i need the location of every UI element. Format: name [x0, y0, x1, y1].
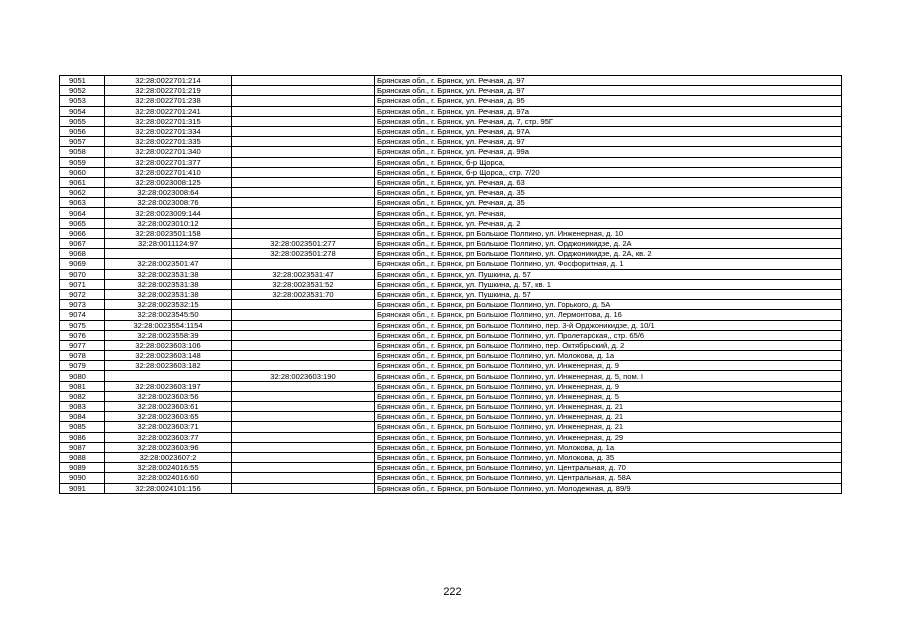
- table-row: [60, 279, 842, 289]
- related-cadastral-number-cell: [232, 340, 375, 350]
- address-cell: Брянская обл., г. Брянск, ул. Речная, д. 97: [375, 137, 842, 147]
- table-row: [60, 249, 842, 259]
- related-cadastral-number-cell: [232, 116, 375, 126]
- row-number-cell: 9076: [60, 330, 105, 340]
- table-row: [60, 432, 842, 442]
- related-cadastral-number-cell: 32:28:0023501:278: [232, 249, 375, 259]
- address-cell: Брянская обл., г. Брянск, ул. Речная, д. 97а: [375, 106, 842, 116]
- related-cadastral-number-cell: [232, 463, 375, 473]
- row-number-cell: 9062: [60, 188, 105, 198]
- related-cadastral-number-cell: [232, 391, 375, 401]
- related-cadastral-number-cell: [232, 381, 375, 391]
- row-number-cell: 9078: [60, 351, 105, 361]
- related-cadastral-number-cell: [232, 310, 375, 320]
- cadastral-number-cell: 32:28:0023603:106: [105, 340, 232, 350]
- address-cell: Брянская обл., г. Брянск, рп Большое Полпино, ул. Инженерная, д. 29: [375, 432, 842, 442]
- table-row: [60, 402, 842, 412]
- table-row: [60, 391, 842, 401]
- cadastral-number-cell: 32:28:0023603:61: [105, 402, 232, 412]
- address-cell: Брянская обл., г. Брянск, ул. Речная, д. 97А: [375, 126, 842, 136]
- related-cadastral-number-cell: [232, 483, 375, 493]
- cadastral-number-cell: 32:28:0023545:50: [105, 310, 232, 320]
- related-cadastral-number-cell: [232, 126, 375, 136]
- row-number-cell: 9088: [60, 452, 105, 462]
- row-number-cell: 9081: [60, 381, 105, 391]
- table-row: [60, 147, 842, 157]
- cadastral-number-cell: [105, 249, 232, 259]
- address-cell: Брянская обл., г. Брянск, ул. Пушкина, д. 57, кв. 1: [375, 279, 842, 289]
- row-number-cell: 9061: [60, 177, 105, 187]
- address-cell: Брянская обл., г. Брянск, б-р Щорса,: [375, 157, 842, 167]
- table-row: [60, 473, 842, 483]
- address-cell: Брянская обл., г. Брянск, ул. Речная, д. 2: [375, 218, 842, 228]
- cadastral-number-cell: 32:28:0023501:158: [105, 228, 232, 238]
- address-cell: Брянская обл., г. Брянск, ул. Речная, д. 97: [375, 86, 842, 96]
- row-number-cell: 9079: [60, 361, 105, 371]
- address-cell: Брянская обл., г. Брянск, ул. Речная, д. 7, стр. 95Г: [375, 116, 842, 126]
- related-cadastral-number-cell: [232, 432, 375, 442]
- related-cadastral-number-cell: [232, 228, 375, 238]
- cadastral-number-cell: 32:28:0023008:125: [105, 177, 232, 187]
- row-number-cell: 9063: [60, 198, 105, 208]
- related-cadastral-number-cell: 32:28:0023501:277: [232, 239, 375, 249]
- row-number-cell: 9066: [60, 228, 105, 238]
- cadastral-number-cell: 32:28:0022701:377: [105, 157, 232, 167]
- address-cell: Брянская обл., г. Брянск, ул. Пушкина, д. 57: [375, 289, 842, 299]
- related-cadastral-number-cell: [232, 76, 375, 86]
- table-row: [60, 76, 842, 86]
- cadastral-number-cell: 32:28:0022701:214: [105, 76, 232, 86]
- row-number-cell: 9065: [60, 218, 105, 228]
- related-cadastral-number-cell: [232, 188, 375, 198]
- cadastral-number-cell: 32:28:0023554:1154: [105, 320, 232, 330]
- table-row: [60, 300, 842, 310]
- row-number-cell: 9089: [60, 463, 105, 473]
- address-cell: Брянская обл., г. Брянск, ул. Речная, д. 35: [375, 188, 842, 198]
- address-cell: Брянская обл., г. Брянск, рп Большое Полпино, ул. Инженерная, д. 9: [375, 381, 842, 391]
- address-cell: Брянская обл., г. Брянск, рп Большое Полпино, ул. Пролетарская,, стр. 65/6: [375, 330, 842, 340]
- cadastral-number-cell: 32:28:0022701:410: [105, 167, 232, 177]
- cadastral-number-cell: 32:28:0023532:15: [105, 300, 232, 310]
- table-row: [60, 157, 842, 167]
- table-row: [60, 381, 842, 391]
- cadastral-number-cell: 32:28:0023010:12: [105, 218, 232, 228]
- records-table-body: [60, 76, 842, 494]
- row-number-cell: 9077: [60, 340, 105, 350]
- related-cadastral-number-cell: [232, 177, 375, 187]
- row-number-cell: 9075: [60, 320, 105, 330]
- address-cell: Брянская обл., г. Брянск, рп Большое Полпино, ул. Молокова, д. 1а: [375, 351, 842, 361]
- row-number-cell: 9056: [60, 126, 105, 136]
- related-cadastral-number-cell: [232, 147, 375, 157]
- row-number-cell: 9053: [60, 96, 105, 106]
- address-cell: Брянская обл., г. Брянск, рп Большое Полпино, ул. Инженерная, д. 21: [375, 402, 842, 412]
- cadastral-number-cell: 32:28:0023501:47: [105, 259, 232, 269]
- address-cell: Брянская обл., г. Брянск, ул. Речная, д. 63: [375, 177, 842, 187]
- cadastral-number-cell: 32:28:0023603:56: [105, 391, 232, 401]
- page-number: 222: [443, 586, 462, 598]
- related-cadastral-number-cell: [232, 259, 375, 269]
- address-cell: Брянская обл., г. Брянск, рп Большое Полпино, ул. Инженерная, д. 21: [375, 412, 842, 422]
- cadastral-number-cell: 32:28:0023603:71: [105, 422, 232, 432]
- row-number-cell: 9071: [60, 279, 105, 289]
- cadastral-number-cell: 32:28:0024101:156: [105, 483, 232, 493]
- cadastral-number-cell: 32:28:0023558:39: [105, 330, 232, 340]
- related-cadastral-number-cell: [232, 137, 375, 147]
- table-row: [60, 483, 842, 493]
- table-row: [60, 422, 842, 432]
- related-cadastral-number-cell: [232, 422, 375, 432]
- table-row: [60, 351, 842, 361]
- related-cadastral-number-cell: [232, 96, 375, 106]
- cadastral-number-cell: 32:28:0023603:182: [105, 361, 232, 371]
- table-row: [60, 198, 842, 208]
- related-cadastral-number-cell: [232, 442, 375, 452]
- table-row: [60, 167, 842, 177]
- row-number-cell: 9082: [60, 391, 105, 401]
- table-row: [60, 218, 842, 228]
- address-cell: Брянская обл., г. Брянск, рп Большое Полпино, ул. Горького, д. 5А: [375, 300, 842, 310]
- address-cell: Брянская обл., г. Брянск, рп Большое Полпино, пер. Октябрьский, д. 2: [375, 340, 842, 350]
- cadastral-number-cell: 32:28:0022701:340: [105, 147, 232, 157]
- cadastral-number-cell: 32:28:0022701:238: [105, 96, 232, 106]
- address-cell: Брянская обл., г. Брянск, ул. Речная, д. 95: [375, 96, 842, 106]
- address-cell: Брянская обл., г. Брянск, рп Большое Полпино, ул. Орджоникидзе, д. 2А: [375, 239, 842, 249]
- table-row: [60, 269, 842, 279]
- cadastral-number-cell: 32:28:0023603:77: [105, 432, 232, 442]
- address-cell: Брянская обл., г. Брянск, рп Большое Полпино, ул. Молокова, д. 35: [375, 452, 842, 462]
- table-row: [60, 228, 842, 238]
- row-number-cell: 9083: [60, 402, 105, 412]
- row-number-cell: 9086: [60, 432, 105, 442]
- row-number-cell: 9085: [60, 422, 105, 432]
- cadastral-number-cell: 32:28:0023009:144: [105, 208, 232, 218]
- cadastral-number-cell: 32:28:0023603:197: [105, 381, 232, 391]
- address-cell: Брянская обл., г. Брянск, рп Большое Полпино, ул. Лермонтова, д. 16: [375, 310, 842, 320]
- address-cell: Брянская обл., г. Брянск, рп Большое Полпино, пер. 3-й Орджоникидзе, д. 10/1: [375, 320, 842, 330]
- table-row: [60, 259, 842, 269]
- cadastral-number-cell: 32:28:0023531:38: [105, 269, 232, 279]
- address-cell: Брянская обл., г. Брянск, рп Большое Полпино, ул. Молокова, д. 1а: [375, 442, 842, 452]
- row-number-cell: 9087: [60, 442, 105, 452]
- table-row: [60, 340, 842, 350]
- row-number-cell: 9091: [60, 483, 105, 493]
- row-number-cell: 9052: [60, 86, 105, 96]
- row-number-cell: 9055: [60, 116, 105, 126]
- related-cadastral-number-cell: [232, 412, 375, 422]
- table-row: [60, 463, 842, 473]
- cadastral-number-cell: 32:28:0023531:38: [105, 289, 232, 299]
- related-cadastral-number-cell: [232, 106, 375, 116]
- related-cadastral-number-cell: 32:28:0023531:52: [232, 279, 375, 289]
- row-number-cell: 9074: [60, 310, 105, 320]
- row-number-cell: 9090: [60, 473, 105, 483]
- related-cadastral-number-cell: [232, 300, 375, 310]
- cadastral-number-cell: 32:28:0022701:315: [105, 116, 232, 126]
- row-number-cell: 9054: [60, 106, 105, 116]
- address-cell: Брянская обл., г. Брянск, ул. Речная, д. 35: [375, 198, 842, 208]
- row-number-cell: 9068: [60, 249, 105, 259]
- table-row: [60, 239, 842, 249]
- row-number-cell: 9057: [60, 137, 105, 147]
- table-row: [60, 330, 842, 340]
- address-cell: Брянская обл., г. Брянск, рп Большое Полпино, ул. Инженерная, д. 21: [375, 422, 842, 432]
- related-cadastral-number-cell: 32:28:0023531:47: [232, 269, 375, 279]
- table-row: [60, 177, 842, 187]
- related-cadastral-number-cell: [232, 320, 375, 330]
- address-cell: Брянская обл., г. Брянск, ул. Пушкина, д. 57: [375, 269, 842, 279]
- related-cadastral-number-cell: [232, 218, 375, 228]
- row-number-cell: 9064: [60, 208, 105, 218]
- table-row: [60, 116, 842, 126]
- cadastral-number-cell: 32:28:0023008:76: [105, 198, 232, 208]
- related-cadastral-number-cell: 32:28:0023603:190: [232, 371, 375, 381]
- address-cell: Брянская обл., г. Брянск, рп Большое Полпино, ул. Фосфоритная, д. 1: [375, 259, 842, 269]
- cadastral-number-cell: 32:28:0022701:241: [105, 106, 232, 116]
- row-number-cell: 9069: [60, 259, 105, 269]
- cadastral-number-cell: 32:28:0022701:219: [105, 86, 232, 96]
- related-cadastral-number-cell: [232, 208, 375, 218]
- row-number-cell: 9058: [60, 147, 105, 157]
- table-row: [60, 126, 842, 136]
- table-row: [60, 289, 842, 299]
- row-number-cell: 9060: [60, 167, 105, 177]
- table-row: [60, 442, 842, 452]
- table-row: [60, 106, 842, 116]
- cadastral-number-cell: 32:28:0023008:64: [105, 188, 232, 198]
- row-number-cell: 9072: [60, 289, 105, 299]
- cadastral-number-cell: 32:28:0023603:148: [105, 351, 232, 361]
- cadastral-number-cell: [105, 371, 232, 381]
- address-cell: Брянская обл., г. Брянск, рп Большое Полпино, ул. Орджоникидзе, д. 2А, кв. 2: [375, 249, 842, 259]
- row-number-cell: 9070: [60, 269, 105, 279]
- related-cadastral-number-cell: [232, 361, 375, 371]
- row-number-cell: 9084: [60, 412, 105, 422]
- address-cell: Брянская обл., г. Брянск, рп Большое Полпино, ул. Центральная, д. 58А: [375, 473, 842, 483]
- related-cadastral-number-cell: [232, 157, 375, 167]
- table-row: [60, 86, 842, 96]
- address-cell: Брянская обл., г. Брянск, ул. Речная,: [375, 208, 842, 218]
- cadastral-number-cell: 32:28:0024016:60: [105, 473, 232, 483]
- records-table: [59, 75, 842, 494]
- cadastral-number-cell: 32:28:0022701:335: [105, 137, 232, 147]
- related-cadastral-number-cell: [232, 351, 375, 361]
- address-cell: Брянская обл., г. Брянск, б-р Щорса,, стр. 7/20: [375, 167, 842, 177]
- table-row: [60, 96, 842, 106]
- address-cell: Брянская обл., г. Брянск, ул. Речная, д. 99а: [375, 147, 842, 157]
- table-row: [60, 310, 842, 320]
- table-row: [60, 452, 842, 462]
- cadastral-number-cell: 32:28:0022701:334: [105, 126, 232, 136]
- address-cell: Брянская обл., г. Брянск, рп Большое Полпино, ул. Инженерная, д. 5: [375, 391, 842, 401]
- row-number-cell: 9051: [60, 76, 105, 86]
- related-cadastral-number-cell: [232, 86, 375, 96]
- cadastral-number-cell: 32:28:0023531:38: [105, 279, 232, 289]
- address-cell: Брянская обл., г. Брянск, рп Большое Полпино, ул. Инженерная, д. 5, пом. I: [375, 371, 842, 381]
- address-cell: Брянская обл., г. Брянск, рп Большое Полпино, ул. Инженерная, д. 10: [375, 228, 842, 238]
- related-cadastral-number-cell: [232, 452, 375, 462]
- address-cell: Брянская обл., г. Брянск, рп Большое Полпино, ул. Инженерная, д. 9: [375, 361, 842, 371]
- row-number-cell: 9059: [60, 157, 105, 167]
- related-cadastral-number-cell: [232, 402, 375, 412]
- row-number-cell: 9080: [60, 371, 105, 381]
- address-cell: Брянская обл., г. Брянск, рп Большое Полпино, ул. Центральная, д. 70: [375, 463, 842, 473]
- related-cadastral-number-cell: [232, 198, 375, 208]
- table-row: [60, 320, 842, 330]
- related-cadastral-number-cell: [232, 473, 375, 483]
- row-number-cell: 9067: [60, 239, 105, 249]
- address-cell: Брянская обл., г. Брянск, рп Большое Полпино, ул. Молодежная, д. 89/9: [375, 483, 842, 493]
- cadastral-number-cell: 32:28:0024016:55: [105, 463, 232, 473]
- cadastral-number-cell: 32:28:0023603:96: [105, 442, 232, 452]
- table-row: [60, 137, 842, 147]
- address-cell: Брянская обл., г. Брянск, ул. Речная, д. 97: [375, 76, 842, 86]
- table-row: [60, 188, 842, 198]
- related-cadastral-number-cell: [232, 330, 375, 340]
- related-cadastral-number-cell: [232, 167, 375, 177]
- cadastral-number-cell: 32:28:0011124:97: [105, 239, 232, 249]
- row-number-cell: 9073: [60, 300, 105, 310]
- cadastral-number-cell: 32:28:0023603:65: [105, 412, 232, 422]
- table-row: [60, 412, 842, 422]
- cadastral-number-cell: 32:28:0023607:2: [105, 452, 232, 462]
- table-row: [60, 208, 842, 218]
- table-row: [60, 361, 842, 371]
- table-row: [60, 371, 842, 381]
- related-cadastral-number-cell: 32:28:0023531:70: [232, 289, 375, 299]
